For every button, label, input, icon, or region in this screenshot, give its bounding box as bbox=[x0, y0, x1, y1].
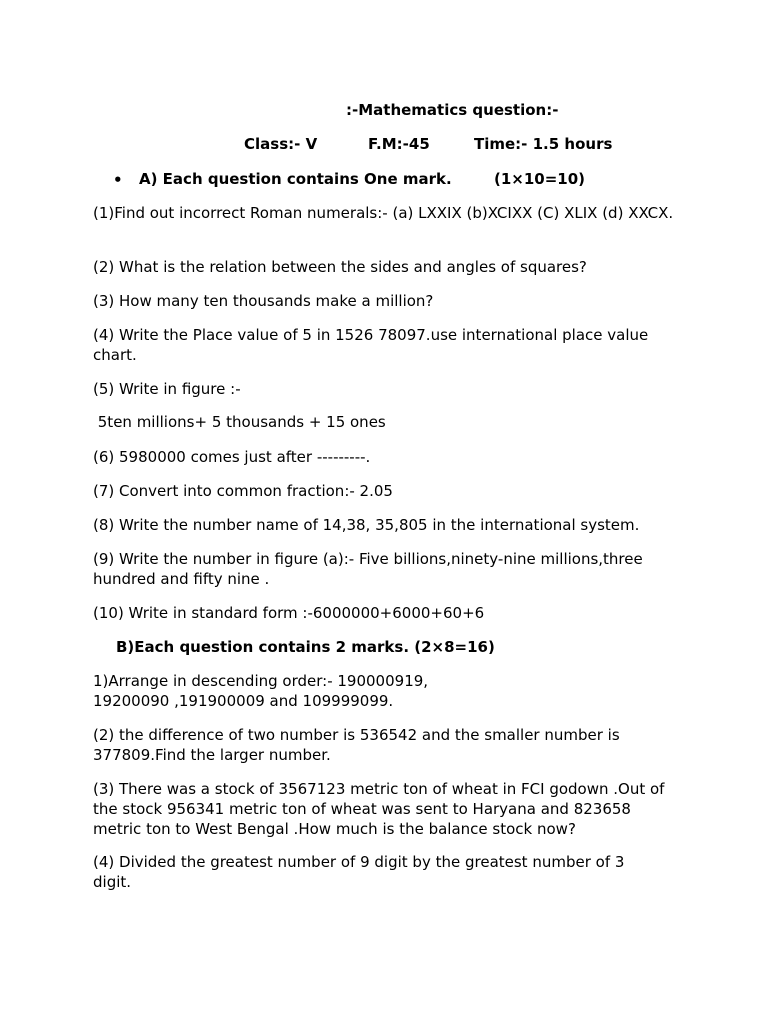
question-b4: (4) Divided the greatest number of 9 digit by the greatest number of 3 digit. bbox=[93, 853, 625, 891]
question-a4: (4) Write the Place value of 5 in 1526 78097.use international place value chart. bbox=[93, 326, 649, 364]
question-a5-detail: 5ten millions+ 5 thousands + 15 ones bbox=[93, 413, 386, 431]
question-a3: (3) How many ten thousands make a million? bbox=[93, 292, 434, 310]
section-a-marks: (1×10=10) bbox=[494, 170, 586, 188]
section-b-heading: B)Each question contains 2 marks. (2×8=16) bbox=[116, 638, 495, 656]
question-a10: (10) Write in standard form :-6000000+6000+60+6 bbox=[93, 604, 485, 622]
question-a2: (2) What is the relation between the sides and angles of squares? bbox=[93, 258, 587, 276]
question-a1: (1)Find out incorrect Roman numerals:- (a) LXXIX (b)XCIXX (C) XLIX (d) XXCX. bbox=[93, 204, 674, 222]
question-b1: 1)Arrange in descending order:- 190000919, 19200090 ,191900009 and 109999099. bbox=[93, 672, 429, 710]
question-a7: (7) Convert into common fraction:- 2.05 bbox=[93, 482, 393, 500]
question-b2: (2) the difference of two number is 536542 and the smaller number is 377809.Find the larger number. bbox=[93, 726, 620, 764]
bullet-icon: • bbox=[113, 171, 123, 189]
time-label: Time:- 1.5 hours bbox=[474, 135, 613, 153]
question-b3: (3) There was a stock of 3567123 metric ton of wheat in FCI godown .Out of the stock 956341 metric ton of wheat was sent to Haryana and 823658 metric ton to West Bengal .How much is the balance stock now? bbox=[93, 780, 665, 838]
class-label: Class:- V bbox=[244, 135, 318, 153]
question-a9: (9) Write the number in figure (a):- Five billions,ninety-nine millions,three hundred and fifty nine . bbox=[93, 550, 643, 588]
question-a5: (5) Write in figure :- bbox=[93, 380, 241, 398]
question-a8: (8) Write the number name of 14,38, 35,805 in the international system. bbox=[93, 516, 640, 534]
paper-title: :-Mathematics question:- bbox=[346, 101, 559, 119]
question-a6: (6) 5980000 comes just after ---------. bbox=[93, 448, 371, 466]
full-marks-label: F.M:-45 bbox=[368, 135, 430, 153]
section-a-heading: A) Each question contains One mark. bbox=[139, 170, 452, 188]
